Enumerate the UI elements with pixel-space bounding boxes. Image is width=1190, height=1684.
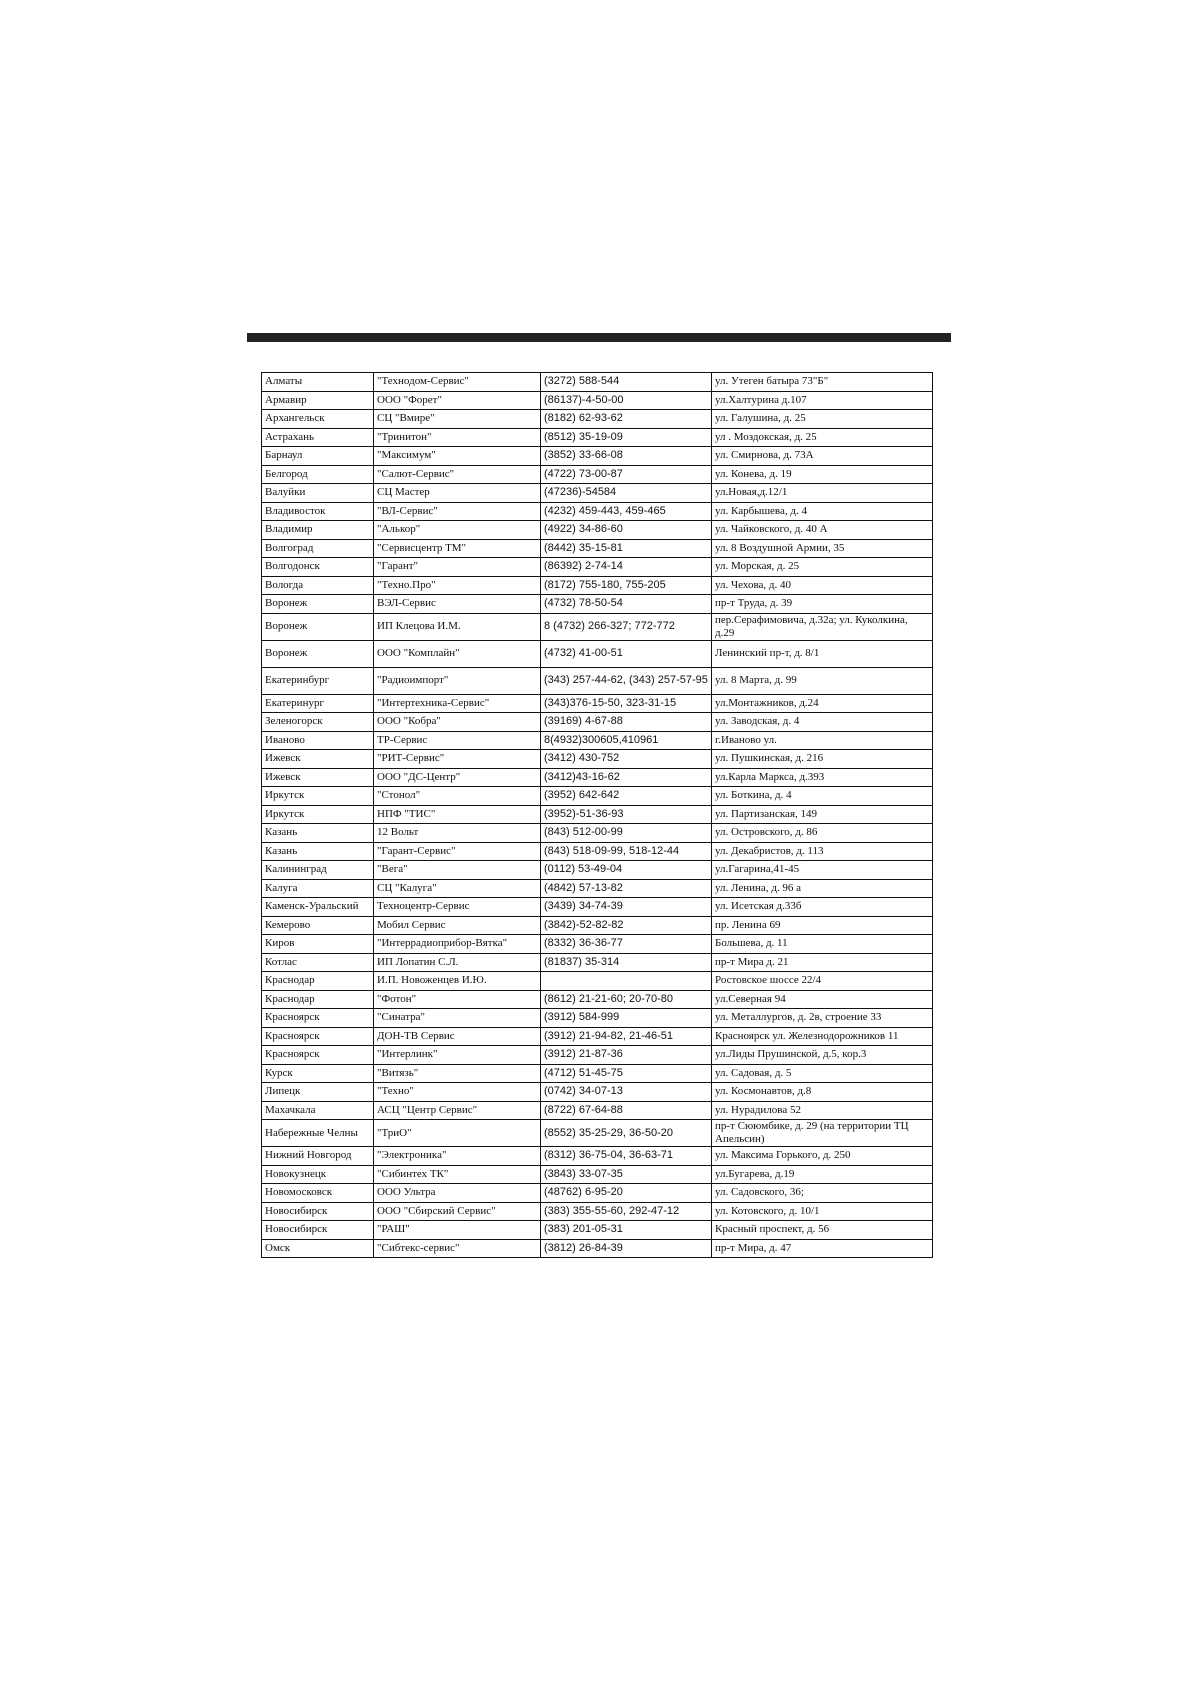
city-cell: Липецк: [262, 1083, 374, 1102]
city-cell: Курск: [262, 1064, 374, 1083]
city-cell: Барнаул: [262, 447, 374, 466]
city-cell: Калуга: [262, 879, 374, 898]
table-row: [262, 1120, 933, 1147]
table-row: [262, 410, 933, 429]
phone-cell: (4842) 57-13-82: [541, 879, 712, 898]
address-cell: ул. Металлургов, д. 2в, строение 33: [712, 1009, 933, 1028]
table-row: [262, 539, 933, 558]
city-cell: Алматы: [262, 373, 374, 392]
phone-cell: (8722) 67-64-88: [541, 1101, 712, 1120]
address-cell: ул.Бугарева, д.19: [712, 1165, 933, 1184]
company-cell: "Стонол": [374, 787, 541, 806]
company-cell: ДОН-ТВ Сервис: [374, 1027, 541, 1046]
address-cell: ул.Карла Маркса, д.393: [712, 768, 933, 787]
company-cell: ООО "Комплайн": [374, 640, 541, 667]
table-row: [262, 465, 933, 484]
phone-cell: (3952)-51-36-93: [541, 805, 712, 824]
company-cell: Мобил Сервис: [374, 916, 541, 935]
phone-cell: (3842)-52-82-82: [541, 916, 712, 935]
city-cell: Иркутск: [262, 805, 374, 824]
company-cell: "Гарант-Сервис": [374, 842, 541, 861]
address-cell: ул.Халтурина д.107: [712, 391, 933, 410]
address-cell: ул. Боткина, д. 4: [712, 787, 933, 806]
header-rule: [247, 333, 951, 342]
company-cell: "Электроника": [374, 1147, 541, 1166]
city-cell: Белгород: [262, 465, 374, 484]
phone-cell: (843) 512-00-99: [541, 824, 712, 843]
phone-cell: (0112) 53-49-04: [541, 861, 712, 880]
phone-cell: (3852) 33-66-08: [541, 447, 712, 466]
company-cell: "РИТ-Сервис": [374, 750, 541, 769]
company-cell: ООО "Сбирский Сервис": [374, 1202, 541, 1221]
city-cell: Калининград: [262, 861, 374, 880]
city-cell: Киров: [262, 935, 374, 954]
company-cell: "Алькор": [374, 521, 541, 540]
table-row: [262, 447, 933, 466]
company-cell: "ТриО": [374, 1120, 541, 1147]
phone-cell: (383) 201-05-31: [541, 1221, 712, 1240]
phone-cell: (343) 257-44-62, (343) 257-57-95: [541, 667, 712, 694]
phone-cell: (3272) 588-544: [541, 373, 712, 392]
company-cell: СЦ "Вмире": [374, 410, 541, 429]
table-row: [262, 373, 933, 392]
city-cell: Котлас: [262, 953, 374, 972]
city-cell: Новокузнецк: [262, 1165, 374, 1184]
phone-cell: (4712) 51-45-75: [541, 1064, 712, 1083]
city-cell: Зеленогорск: [262, 713, 374, 732]
table-row: [262, 667, 933, 694]
address-cell: ул.Новая,д.12/1: [712, 484, 933, 503]
table-row: [262, 750, 933, 769]
company-cell: И.П. Новоженцев И.Ю.: [374, 972, 541, 991]
table-row: [262, 521, 933, 540]
table-row: [262, 1101, 933, 1120]
phone-cell: (3912) 21-94-82, 21-46-51: [541, 1027, 712, 1046]
table-row: [262, 613, 933, 640]
address-cell: Ленинский пр-т, д. 8/1: [712, 640, 933, 667]
table-row: [262, 1027, 933, 1046]
address-cell: пр-т Мира д. 21: [712, 953, 933, 972]
company-cell: ООО Ультра: [374, 1184, 541, 1203]
city-cell: Краснодар: [262, 972, 374, 991]
address-cell: ул.Монтажников, д.24: [712, 694, 933, 713]
phone-cell: (4732) 41-00-51: [541, 640, 712, 667]
table-row: [262, 1202, 933, 1221]
address-cell: пр-т Мира, д. 47: [712, 1239, 933, 1258]
city-cell: Кемерово: [262, 916, 374, 935]
phone-cell: (48762) 6-95-20: [541, 1184, 712, 1203]
table-row: [262, 1184, 933, 1203]
company-cell: "Салют-Сервис": [374, 465, 541, 484]
city-cell: Ижевск: [262, 750, 374, 769]
company-cell: "РАШ": [374, 1221, 541, 1240]
address-cell: ул.Лиды Прушинской, д.5, кор.3: [712, 1046, 933, 1065]
city-cell: Воронеж: [262, 595, 374, 614]
company-cell: СЦ "Калуга": [374, 879, 541, 898]
company-cell: ТР-Сервис: [374, 731, 541, 750]
city-cell: Армавир: [262, 391, 374, 410]
company-cell: "Интерлинк": [374, 1046, 541, 1065]
address-cell: ул. Пушкинская, д. 216: [712, 750, 933, 769]
company-cell: "Синатра": [374, 1009, 541, 1028]
company-cell: Техноцентр-Сервис: [374, 898, 541, 917]
address-cell: ул. Заводская, д. 4: [712, 713, 933, 732]
phone-cell: (86392) 2-74-14: [541, 558, 712, 577]
address-cell: ул. Максима Горького, д. 250: [712, 1147, 933, 1166]
phone-cell: (8172) 755-180, 755-205: [541, 576, 712, 595]
table-row: [262, 824, 933, 843]
table-row: [262, 1147, 933, 1166]
phone-cell: (86137)-4-50-00: [541, 391, 712, 410]
table-row: [262, 916, 933, 935]
table-row: [262, 595, 933, 614]
address-cell: ул. Партизанская, 149: [712, 805, 933, 824]
city-cell: Махачкала: [262, 1101, 374, 1120]
phone-cell: 8 (4732) 266-327; 772-772: [541, 613, 712, 640]
city-cell: Вологда: [262, 576, 374, 595]
table-row: [262, 1046, 933, 1065]
company-cell: "Радиоимпорт": [374, 667, 541, 694]
phone-cell: (8312) 36-75-04, 36-63-71: [541, 1147, 712, 1166]
phone-cell: (383) 355-55-60, 292-47-12: [541, 1202, 712, 1221]
company-cell: ООО "Форет": [374, 391, 541, 410]
address-cell: ул. Нурадилова 52: [712, 1101, 933, 1120]
phone-cell: (39169) 4-67-88: [541, 713, 712, 732]
company-cell: СЦ Мастер: [374, 484, 541, 503]
city-cell: Валуйки: [262, 484, 374, 503]
city-cell: Омск: [262, 1239, 374, 1258]
phone-cell: (8552) 35-25-29, 36-50-20: [541, 1120, 712, 1147]
company-cell: ООО "Кобра": [374, 713, 541, 732]
company-cell: "Технодом-Сервис": [374, 373, 541, 392]
company-cell: "Сервисцентр ТМ": [374, 539, 541, 558]
city-cell: Казань: [262, 824, 374, 843]
company-cell: "Техно": [374, 1083, 541, 1102]
address-cell: ул. 8 Марта, д. 99: [712, 667, 933, 694]
phone-cell: (8512) 35-19-09: [541, 428, 712, 447]
address-cell: ул. 8 Воздушной Армии, 35: [712, 539, 933, 558]
company-cell: "Максимум": [374, 447, 541, 466]
city-cell: Новосибирск: [262, 1202, 374, 1221]
table-row: [262, 953, 933, 972]
address-cell: пр-т Труда, д. 39: [712, 595, 933, 614]
city-cell: Новомосковск: [262, 1184, 374, 1203]
phone-cell: (4722) 73-00-87: [541, 465, 712, 484]
table-row: [262, 713, 933, 732]
table-row: [262, 879, 933, 898]
address-cell: ул.Гагарина,41-45: [712, 861, 933, 880]
address-cell: ул. Утеген батыра 73"Б": [712, 373, 933, 392]
phone-cell: (0742) 34-07-13: [541, 1083, 712, 1102]
city-cell: Екатеринург: [262, 694, 374, 713]
table-row: [262, 1083, 933, 1102]
table-row: [262, 1221, 933, 1240]
address-cell: ул. Котовского, д. 10/1: [712, 1202, 933, 1221]
service-centers-table: [261, 372, 933, 1258]
table-row: [262, 731, 933, 750]
city-cell: Волгоград: [262, 539, 374, 558]
company-cell: НПФ "ТИС": [374, 805, 541, 824]
company-cell: "Сибинтех ТК": [374, 1165, 541, 1184]
address-cell: Ростовское шоссе 22/4: [712, 972, 933, 991]
city-cell: Каменск-Уральский: [262, 898, 374, 917]
phone-cell: (3412)43-16-62: [541, 768, 712, 787]
city-cell: Нижний Новгород: [262, 1147, 374, 1166]
table-row: [262, 694, 933, 713]
company-cell: ВЭЛ-Сервис: [374, 595, 541, 614]
phone-cell: (3912) 584-999: [541, 1009, 712, 1028]
address-cell: ул. Островского, д. 86: [712, 824, 933, 843]
phone-cell: (3812) 26-84-39: [541, 1239, 712, 1258]
address-cell: г.Иваново ул.: [712, 731, 933, 750]
table-row: [262, 898, 933, 917]
phone-cell: (81837) 35-314: [541, 953, 712, 972]
address-cell: ул . Моздокская, д. 25: [712, 428, 933, 447]
phone-cell: (8332) 36-36-77: [541, 935, 712, 954]
address-cell: ул. Морская, д. 25: [712, 558, 933, 577]
address-cell: пр-т Сююмбике, д. 29 (на территории ТЦ Апельсин): [712, 1120, 933, 1147]
phone-cell: (3912) 21-87-36: [541, 1046, 712, 1065]
address-cell: ул. Чайковского, д. 40 А: [712, 521, 933, 540]
company-cell: "Интертехника-Сервис": [374, 694, 541, 713]
table-row: [262, 935, 933, 954]
address-cell: Красноярск ул. Железнодорожников 11: [712, 1027, 933, 1046]
phone-cell: (343)376-15-50, 323-31-15: [541, 694, 712, 713]
company-cell: "Фотон": [374, 990, 541, 1009]
table-row: [262, 1009, 933, 1028]
company-cell: "Сибтекс-сервис": [374, 1239, 541, 1258]
city-cell: Красноярск: [262, 1046, 374, 1065]
company-cell: "Тринитон": [374, 428, 541, 447]
table-row: [262, 990, 933, 1009]
city-cell: Красноярск: [262, 1027, 374, 1046]
city-cell: Иваново: [262, 731, 374, 750]
city-cell: Волгодонск: [262, 558, 374, 577]
city-cell: Набережные Челны: [262, 1120, 374, 1147]
phone-cell: (47236)-54584: [541, 484, 712, 503]
address-cell: ул. Садовая, д. 5: [712, 1064, 933, 1083]
table-row: [262, 428, 933, 447]
company-cell: ИП Клецова И.М.: [374, 613, 541, 640]
address-cell: пр. Ленина 69: [712, 916, 933, 935]
phone-cell: (4732) 78-50-54: [541, 595, 712, 614]
company-cell: "ВЛ-Сервис": [374, 502, 541, 521]
table-row: [262, 805, 933, 824]
address-cell: Красный проспект, д. 56: [712, 1221, 933, 1240]
address-cell: ул. Смирнова, д. 73А: [712, 447, 933, 466]
table-row: [262, 787, 933, 806]
address-cell: пер.Серафимовича, д.32а; ул. Куколкина, д.29: [712, 613, 933, 640]
company-cell: ИП Лопатин С.Л.: [374, 953, 541, 972]
company-cell: "Интеррадиоприбор-Вятка": [374, 935, 541, 954]
table-row: [262, 842, 933, 861]
table-row: [262, 768, 933, 787]
company-cell: "Витязь": [374, 1064, 541, 1083]
city-cell: Новосибирск: [262, 1221, 374, 1240]
table-row: [262, 1239, 933, 1258]
city-cell: Астрахань: [262, 428, 374, 447]
address-cell: ул. Чехова, д. 40: [712, 576, 933, 595]
address-cell: ул. Садовского, 36;: [712, 1184, 933, 1203]
table-row: [262, 972, 933, 991]
table-row: [262, 502, 933, 521]
phone-cell: (8442) 35-15-81: [541, 539, 712, 558]
address-cell: ул. Декабристов, д. 113: [712, 842, 933, 861]
phone-cell: (4922) 34-86-60: [541, 521, 712, 540]
phone-cell: [541, 972, 712, 991]
company-cell: 12 Вольт: [374, 824, 541, 843]
address-cell: ул. Ленина, д. 96 а: [712, 879, 933, 898]
phone-cell: (8182) 62-93-62: [541, 410, 712, 429]
address-cell: ул. Карбышева, д. 4: [712, 502, 933, 521]
city-cell: Екатеринбург: [262, 667, 374, 694]
city-cell: Архангельск: [262, 410, 374, 429]
company-cell: "Техно.Про": [374, 576, 541, 595]
phone-cell: (3952) 642-642: [541, 787, 712, 806]
table-row: [262, 558, 933, 577]
city-cell: Владивосток: [262, 502, 374, 521]
company-cell: "Вега": [374, 861, 541, 880]
address-cell: ул. Галушина, д. 25: [712, 410, 933, 429]
table-row: [262, 640, 933, 667]
company-cell: "Гарант": [374, 558, 541, 577]
city-cell: Ижевск: [262, 768, 374, 787]
phone-cell: (3843) 33-07-35: [541, 1165, 712, 1184]
city-cell: Красноярск: [262, 1009, 374, 1028]
table-row: [262, 861, 933, 880]
address-cell: Большева, д. 11: [712, 935, 933, 954]
phone-cell: (843) 518-09-99, 518-12-44: [541, 842, 712, 861]
address-cell: ул. Космонавтов, д.8: [712, 1083, 933, 1102]
phone-cell: (8612) 21-21-60; 20-70-80: [541, 990, 712, 1009]
city-cell: Иркутск: [262, 787, 374, 806]
address-cell: ул. Конева, д. 19: [712, 465, 933, 484]
address-cell: ул.Северная 94: [712, 990, 933, 1009]
company-cell: АСЦ "Центр Сервис": [374, 1101, 541, 1120]
company-cell: ООО "ДС-Центр": [374, 768, 541, 787]
table-row: [262, 576, 933, 595]
phone-cell: 8(4932)300605,410961: [541, 731, 712, 750]
table-row: [262, 1064, 933, 1083]
city-cell: Краснодар: [262, 990, 374, 1009]
city-cell: Воронеж: [262, 613, 374, 640]
table-row: [262, 484, 933, 503]
address-cell: ул. Исетская д.33б: [712, 898, 933, 917]
phone-cell: (3439) 34-74-39: [541, 898, 712, 917]
phone-cell: (3412) 430-752: [541, 750, 712, 769]
city-cell: Воронеж: [262, 640, 374, 667]
phone-cell: (4232) 459-443, 459-465: [541, 502, 712, 521]
table-row: [262, 391, 933, 410]
table-row: [262, 1165, 933, 1184]
city-cell: Казань: [262, 842, 374, 861]
city-cell: Владимир: [262, 521, 374, 540]
table-body: [262, 373, 933, 1258]
